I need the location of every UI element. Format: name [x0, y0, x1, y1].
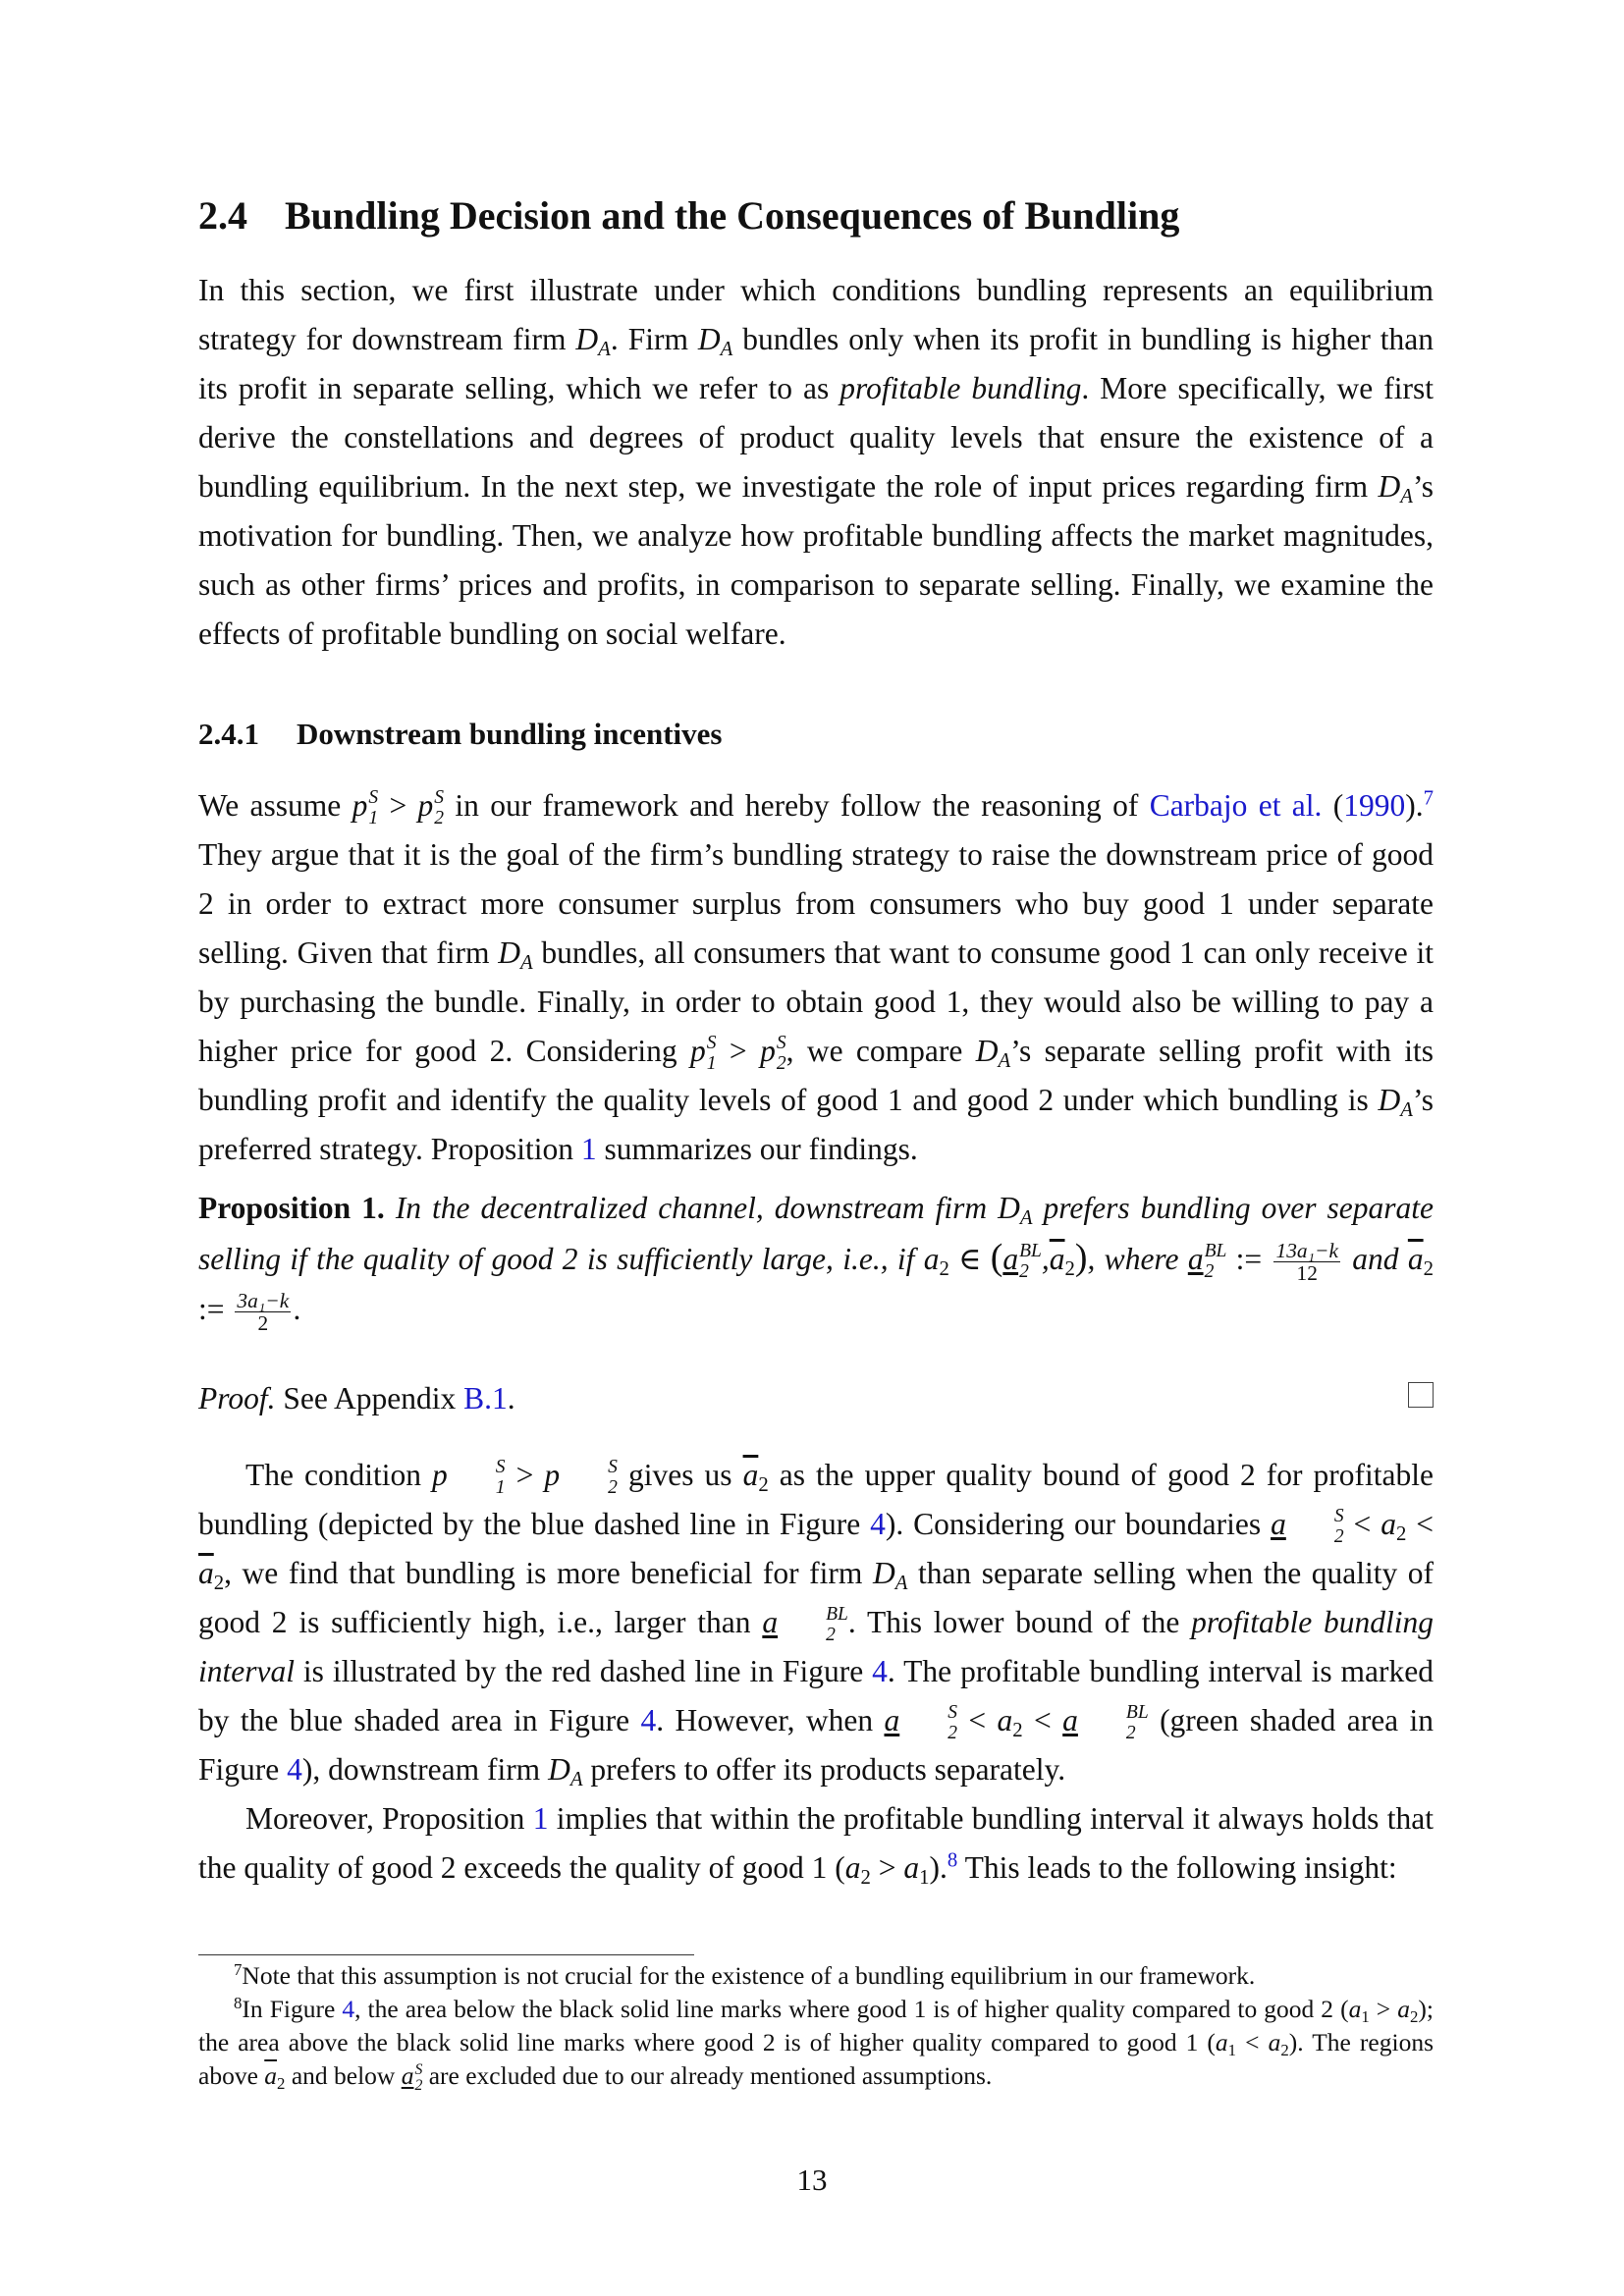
fraction-upper-bound: $\frac{\text{3a₁−k}}{2}$: [237, 1288, 290, 1336]
proposition-1: Proposition 1. In the decentralized channel, downstream firm $D_A$ prefers bundling over separate selling if the quality of good 2 is sufficiently large, i.e., if $a_2$ ∈ (a BL 2 $,\overline{a}_2$), where a BL 2 := $\frac{\text{13a₁−k}}{12}$ and $\overline{a}_2$ := $\frac{\text{3a₁−k}}{2}$ .: [198, 1191, 1435, 1336]
proposition-label: Proposition 1.: [198, 1191, 385, 1225]
citation-year-link[interactable]: 1990: [1343, 788, 1406, 823]
footnote-figure-4-link[interactable]: 4: [342, 1995, 355, 2023]
section-heading-block: [198, 192, 1434, 240]
paragraph-insight: Moreover, Proposition 1 implies that within the profitable bundling interval it always holds that the quality of good 2 exceeds the quality of good 1 $(a_2 > a_1).^8$ This leads to the following insight:: [198, 1801, 1434, 1890]
footnote-8-link[interactable]: 8: [947, 1848, 958, 1872]
proposition-1-link[interactable]: 1: [580, 1132, 597, 1166]
paragraph-assumption: We assume p S 1 > p S 2 in our framework and hereby follow the reasoning of Carbajo et al. (1990).$^7$ They argue that it is the goal of the firm’s bundling strategy to raise the downstream price of good 2 in order to extract more consumer surplus from consumers who buy good 1 under separate selling. Given that firm $D_A$ bundles, all consumers that want to consume good 1 can only receive it by purchasing the bundle. Finally, in order to obtain good 1, they would also be willing to pay a higher price for good 2. Considering p S 1 > p S 2 , we compare $D_A’s$ separate selling profit with its bundling profit and identify the quality levels of good 1 and good 2 under which bundling is $D_A’s$ preferred strategy. Proposition 1 summarizes our findings.: [198, 786, 1435, 1166]
figure-4-link[interactable]: 4: [870, 1507, 886, 1541]
page-number: 13: [796, 2163, 828, 2197]
intro-paragraph: In this section, we first illustrate under which conditions bundling represents an equilibrium strategy for downstream firm $D_A$. Firm $D_A$ bundles only when its profit in bundling is higher than its profit in separate selling, which we refer to as profitable bundling. More specifically, we first derive the constellations and degrees of product quality levels that ensure the existence of a bundling equilibrium. In the next step, we investigate the role of input prices regarding firm $D_A’s$ motivation for bundling. Then, we analyze how profitable bundling affects the market magnitudes, such as other firms’ prices and profits, in comparison to separate selling. Finally, we examine the effects of profitable bundling on social welfare.: [198, 273, 1434, 651]
proof-label: Proof.: [198, 1381, 276, 1415]
fraction-lower-bound: $\frac{\text{13a₁−k}}{12}$: [1275, 1238, 1338, 1286]
subsection-number: 2.4.1: [198, 717, 259, 751]
section-title: Bundling Decision and the Consequences of Bundling: [285, 193, 1180, 238]
qed-box-icon: [1408, 1382, 1434, 1408]
footnote-8: $^8$In Figure 4, the area below the black solid line marks where good 1 is of higher quality compared to good 2 $(a_1 > a_2)$; the area above the black solid line marks where good 2 is of higher quality compared to good 1 $(a_1 < a_2)$. The regions above $\overline{a}_2$ and below a S 2 are excluded due to our already mentioned assumptions.: [198, 1993, 1434, 2095]
citation-carbajo-link[interactable]: Carbajo et al.: [1149, 788, 1323, 823]
footnote-rule: [198, 1954, 694, 1955]
subsection-heading-block: [198, 715, 1434, 754]
paragraph-condition: The condition p S 1 > p S 2 gives us $\overline{a}_2$ as the upper quality bound of good 2 for profitable bundling (depicted by the blue dashed line in Figure 4). Considering our boundaries a S 2 < $a_2 < \overline{a}_2$, we find that bundling is more beneficial for firm $D_A$ than separate selling when the quality of good 2 is sufficiently high, i.e., larger than a BL 2 . This lower bound of the profitable bundling interval is illustrated by the red dashed line in Figure 4. The profitable bundling interval is marked by the blue shaded area in Figure 4. However, when a S 2 < $a_2 < a$ BL 2 (green shaded area in Figure 4), downstream firm $D_A$ prefers to offer its products separately.: [198, 1457, 1435, 1791]
proof-line: Proof. See Appendix B.1.: [198, 1374, 1434, 1423]
appendix-b1-link[interactable]: B.1: [463, 1381, 508, 1415]
proposition-1-link[interactable]: 1: [532, 1801, 549, 1836]
emphasis-profitable-bundling: profitable bundling: [839, 371, 1082, 405]
footnote-7: $^7$Note that this assumption is not crucial for the existence of a bundling equilibrium in our framework.: [234, 1959, 1256, 1990]
subsection-title: Downstream bundling incentives: [297, 717, 723, 751]
section-number: 2.4: [198, 193, 247, 238]
figure-4-link[interactable]: 4: [287, 1752, 302, 1787]
footnote-7-link[interactable]: 7: [1423, 786, 1435, 810]
figure-4-link[interactable]: 4: [872, 1654, 888, 1688]
figure-4-link[interactable]: 4: [640, 1703, 657, 1737]
section-heading: [198, 192, 1434, 240]
subsection-heading: [198, 715, 1434, 754]
emphasis-profitable-bundling-interval: profitable bundling interval: [198, 1605, 1434, 1688]
